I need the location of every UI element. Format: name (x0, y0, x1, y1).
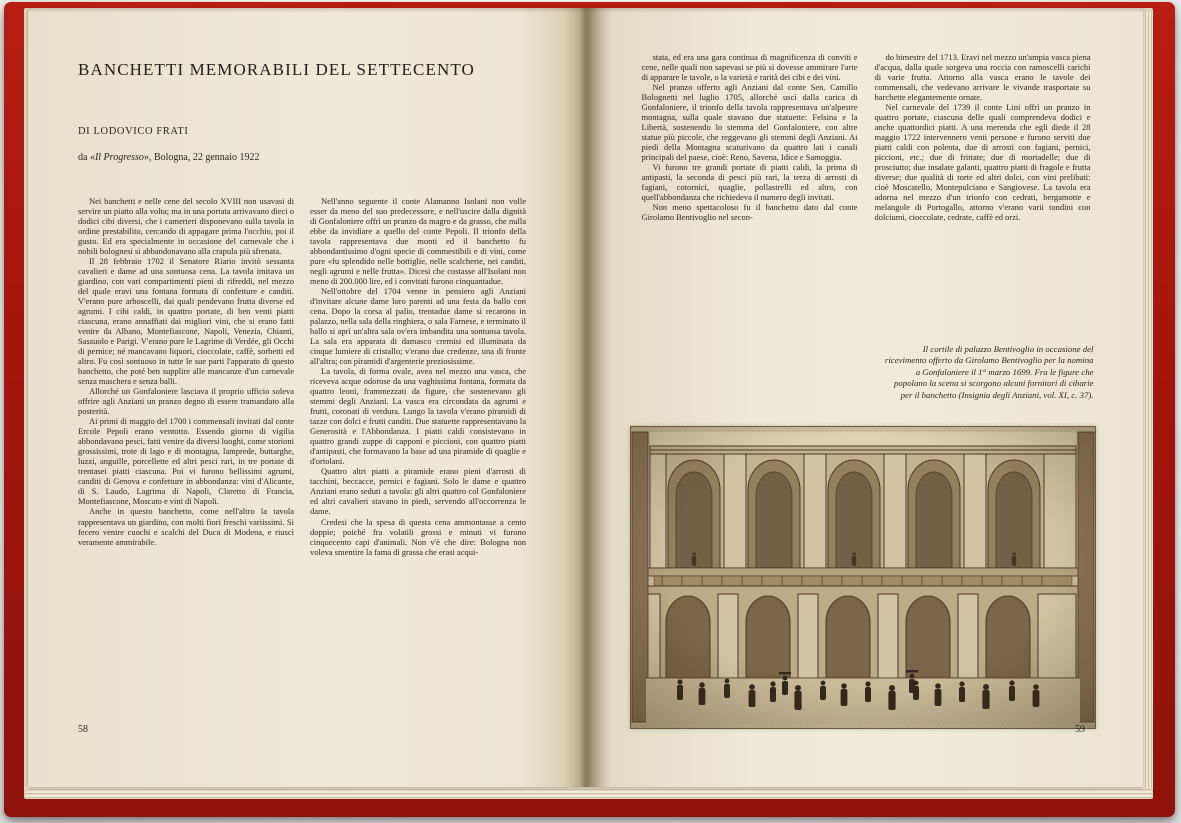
left-page (28, 8, 586, 787)
article-author: DI LODOVICO FRATI (78, 126, 189, 137)
figure-caption: Il cortile di palazzo Bentivoglio in occasione del ricevimento offerto da Girolamo Bentivoglio per la nomina a Gonfaloniere il 1° marzo 1699. Fra le figure che popolano la scena si scorgono alcuni fornitori di cibarie per il banchetto (Insignia degli Anziani, vol. XI, c. 37). (884, 344, 1094, 400)
right-page-columns (642, 52, 1092, 222)
source-prefix: da « (78, 152, 95, 163)
right-page-column-2 (875, 52, 1091, 222)
right-page-column-1 (642, 52, 858, 222)
paragraph: Nei banchetti e nelle cene del secolo XVIII non usavasi di servire un piatto alla volta; ma in una portata arrivavano dieci o dodici cibi diversi, che i camerieri disponevano sulla tavola in ordine prestabilito, cercando di appagare prima l'occhio, poi il gusto. Ed era specialmente in occasione del carnevale che i nobili bolognesi si abbandonavano alla crapula più sfrenata. (78, 196, 294, 257)
paragraph: Ai primi di maggio del 1700 i commensali invitati dal conte Ercole Pepoli erano ventotto. Essendo giorno di vigilia abbondavano pesci, fatti venire da diversi luoghi, come storioni grossissimi, trote di lago e di montagna, lamprede, buttarghe, luzzi, anguille, porcellette ed altri pesci rari, in tre portate di trentasei piatti ciascuna. Poi vi furono bellissimi agrumi, canditi di Genova e confetture in abbondanza: vini d'Alicante, di S. Laudo, Lagrima di Napoli, Claretto di Francia, Montefiascone, Moscato e vini di Napoli. (78, 416, 294, 507)
paragraph: Nel pranzo offerto agli Anziani dal conte Sen. Camillo Bolognetti nel luglio 1705, allorché uscì dalla carica di Gonfaloniere, il trionfo della tavola rappresentava un'alpestre montagna, sulla quale stavano due statuette: Felsina e la Libertà, sostenendo lo stemma del Gonfaloniere, con altre statue più piccole, che reggevano gli stemmi degli Anziani. Ai piedi della Montagna scaturivano da quattro lati i canali principali del paese, cioè: Reno, Savena, Idice e Samoggia. (641, 82, 858, 163)
page-edges-right (1143, 12, 1153, 789)
page-number-right: 59 (1075, 724, 1085, 735)
paragraph: La tavola, di forma ovale, avea nel mezzo una vasca, che riceveva acque odorose da una vaghissima fontana, formata da quattro leoni, frammezzati da figure, che sostenevano gli stemmi degli Anziani. La vasca era circondata da agrumi e frutti, coronati di verdura. Lungo la tavola v'erano piramidi di tazze con dolci e frutti canditi. Due statuette rappresentavano la Generosità e l'Abbondanza. I piatti caldi consistevano in quattro grandi zuppe di capponi e piccioni, con quattro piatti d'antipasti, che formavano la base ad una piramide di quaglie e d'ortolani. (310, 366, 526, 467)
paragraph: Anche in questo banchetto, come nell'altro la tavola rappresentava un giardino, con molti fiori freschi variissimi. Si fecero venire cuochi e scalchi del Duca di Modena, e riuscì veramente ammirabile. (78, 506, 294, 547)
paragraph: Credesi che la spesa di questa cena ammontasse a cento doppie; poiché fra volatili grossi e minuti vi furono cinquecento capi d'animali. Non v'è che dire: Bologna non voleva smentire la fama di grassa che erasi acqui- (310, 516, 526, 557)
paragraph: stata, ed era una gara continua di magnificenza di conviti e cene, nelle quali non sapevasi se più si dovesse ammirare l'arte di apparare le tavole, o la varietà e rarità dei cibi e dei vini. (641, 52, 858, 83)
paragraph: Il 28 febbraio 1702 il Senatore Riario invitò sessanta cavalieri e dame ad una sontuosa cena. La tavola imitava un giardino, con vari compartimenti pieni di rifreddi, nel mezzo del quale eravi una fontana formata di confetture e canditi. V'erano pure arboscelli, dai quali pendevano frutta diverse ed agrumi. I cibi caldi, in quattro portate, di ben venti piatti ciascuna, erano annaffiati dai migliori vini, che si erano fatti venire da Albano, Montefiascone, Napoli, Venezia, Chianti, Sassuolo e Parigi. V'erano pure le Lagrime di Verdée, gli Occhi di pernice; né mancavano liquori, cioccolate, caffè, sorbetti ed altro. Fu così sontuoso in tutte le sue parti l'apparato di questo banchetto, che poté ben supplire alle mancanze d'un carnevale senza maschera e senza balli. (78, 256, 294, 387)
book-spread (28, 8, 1143, 787)
source-journal: Il Progresso (94, 152, 144, 163)
book-cover (4, 2, 1175, 817)
right-page (586, 8, 1144, 787)
paragraph: Allorché un Gonfaloniere lasciava il proprio ufficio soleva offrire agli Anziani un pranzo degno di essere tramandato alla posterità. (78, 386, 294, 417)
paragraph: Nell'anno seguente il conte Alamanno Isolani non volle esser da meno del suo predecessore, e nell'uscire dalla dignità di Gonfaloniere offrì un pranzo da magro e da grasso, che nulla ebbe da invidiare a quello del conte Pepoli. Il trionfo della tavola rappresentava due monti ed il banchetto fu abbondantissimo d'ogni specie di commestibili e di vini, come pure «fu splendido nelle bottiglie, nelle scalcherie, nei canditi, negli agrumi e nelle frutta». Dicesi che costasse all'Isolani non meno di 200.000 lire, ed i convitati furono cinquantadue. (310, 196, 526, 287)
paragraph: Quattro altri piatti a piramide erano pieni d'arrosti di tacchini, beccacce, pernici e fagiani. Solo le dame e quattro Anziani erano seduti a tavola: gli altri quattro col Gonfaloniere ed altri cavalieri stavano in piedi, servendo all'occorrenza le dame. (310, 466, 526, 517)
paragraph: Non meno spettacoloso fu il banchetto dato dal conte Girolamo Bentivoglio nel secon- (641, 202, 858, 223)
page-stack (24, 8, 1153, 799)
page-edges-bottom (26, 787, 1151, 799)
page-number-left: 58 (78, 724, 88, 735)
paragraph: do bimestre del 1713. Eravi nel mezzo un'ampia vasca piena d'acqua, dalla quale sorgeva una roccia con ramoscelli carichi di varie frutta. Attorno alla vasca erano le tavole dei commensali, che vedevano arrivare le vivande trasportate su barchette elegantemente ornate. (874, 52, 1091, 103)
courtyard-engraving-image (630, 426, 1096, 729)
paragraph: Nel carnevale del 1739 il conte Lini offrì un pranzo in quattro portate, ciascuna delle quali comprendeva dodici e anche quattordici piatti. A una merenda che egli diede il 28 maggio 1722 intervennero venti persone e furono serviti due piatti caldi con polenta, due di arrosti con fagiani, pernici, piccioni, etc.; due di frittate; due di mortadelle; due di prosciutto; due insalate galanti, quattro piatti di fragole e frutta diverse; due qualità di torte ed altri dolci, con vini prelibati: cioè Moscatello, Montepulciano e Sangiovese. La tavola era adorna nel mezzo d'un trionfo con cedrati, bergamotte e melangole di Portogallo, attorno v'erano varii tondini con dolciumi, cioccolate, cedrate, caffè ed orzi. (874, 102, 1091, 223)
left-page-column-2 (310, 196, 526, 557)
left-page-column-1 (78, 196, 294, 557)
article-source (78, 152, 259, 163)
paragraph: Nell'ottobre del 1704 venne in pensiero agli Anziani d'invitare alcune dame loro parenti ad una festa da ballo con cena. Dopo la corsa al palio, trentadue dame si recarono in palazzo, nella sala della ringhiera, o sala Farnese, e terminato il ballo si aprì un'altra sala ov'era imbandita una sontuosa tavola. La sala era apparata di damasco cremisi ed illuminata da cinque lumiere di cristallo; v'erano due credenze, una di fronte all'altra; con piramidi d'argenterie preziosissime. (310, 286, 526, 367)
source-suffix: », Bologna, 22 gennaio 1922 (143, 152, 260, 163)
article-title: BANCHETTI MEMORABILI DEL SETTECENTO (78, 60, 475, 79)
left-page-columns (78, 196, 526, 557)
courtyard-engraving (630, 426, 1096, 729)
paragraph: Vi furono tre grandi portate di piatti caldi, la prima di antipasti, la seconda di pesci più rari, la terza di arrosti di fagiani, cotornici, quaglie, pollastrelli ed altro, con quell'abbondanza che richiedeva il numero degli invitati. (641, 162, 858, 203)
